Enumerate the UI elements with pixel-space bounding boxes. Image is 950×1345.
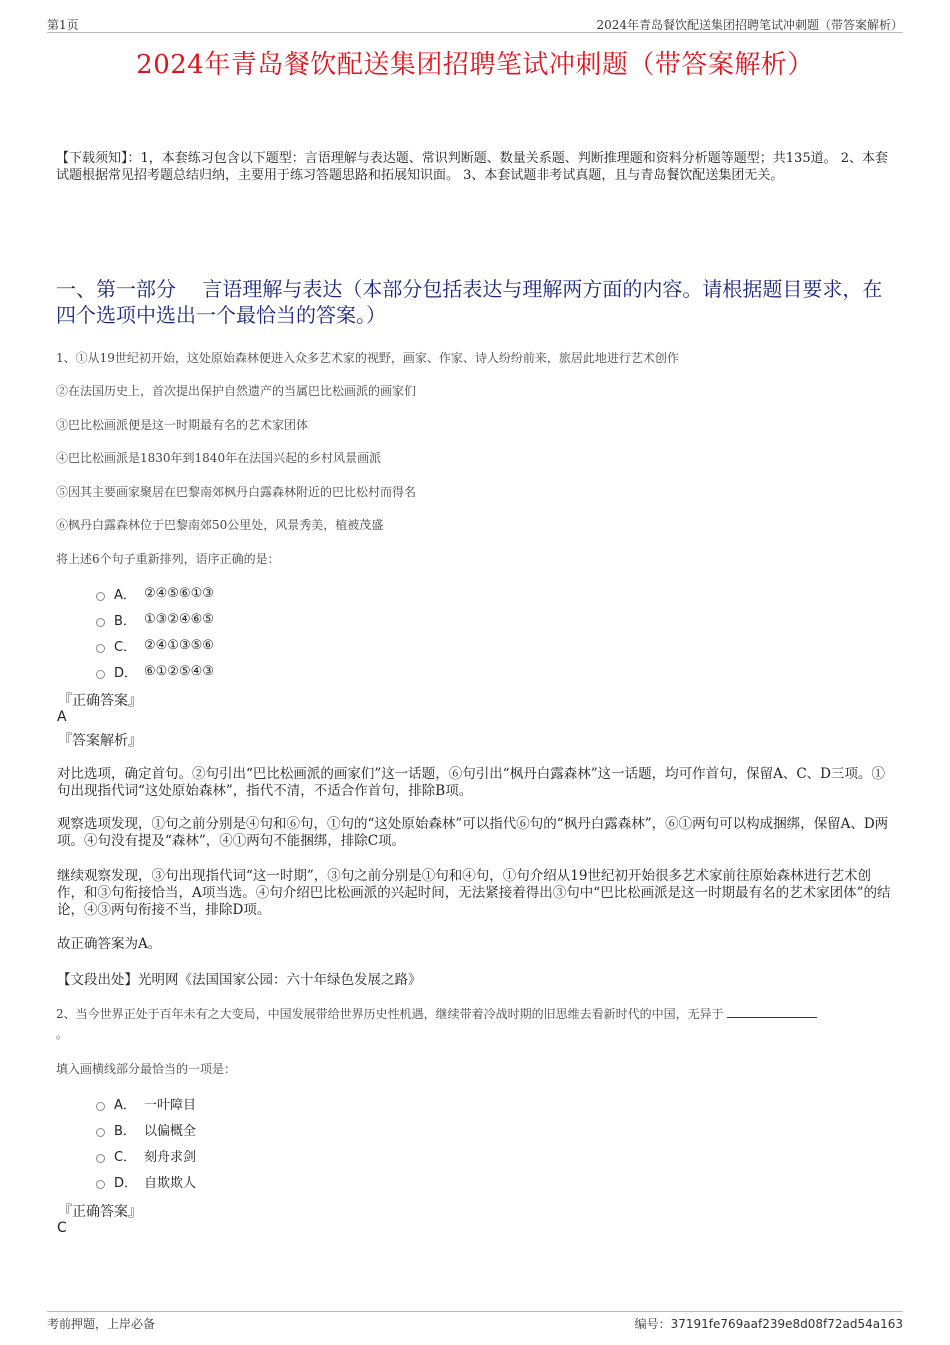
radio-icon[interactable]	[96, 618, 105, 627]
option-letter: C．	[114, 639, 137, 655]
radio-icon[interactable]	[96, 670, 105, 679]
q2-option-c[interactable]	[96, 1142, 196, 1168]
q1-option-a[interactable]	[96, 580, 214, 606]
q2-prompt: 填入画横线部分最恰当的一项是：	[56, 1062, 237, 1076]
option-text: 刻舟求剑	[144, 1149, 197, 1165]
q1-option-b[interactable]	[96, 606, 214, 632]
q2-answer: C	[57, 1220, 67, 1236]
q1-analysis-para-1: 对比选项，确定首句。②句引出“巴比松画派的画家们”这一话题，⑥句引出“枫丹白露森林”这一话题，均可作首句，保留A、C、D三项。①句出现指代词“这处原始森林”，指代不清，不适合作首句，排除B项。	[57, 766, 886, 799]
q2-stem-end: 。	[56, 1027, 69, 1041]
q1-prompt: 将上述6个句子重新排列，语序正确的是：	[56, 552, 280, 566]
radio-icon[interactable]	[96, 1102, 105, 1111]
q2-stem-text: 2、当今世界正处于百年未有之大变局，中国发展带给世界历史性机遇，继续带着冷战时期的旧思维去看新时代的中国，无异于	[56, 1007, 724, 1021]
page-footer	[47, 1311, 903, 1331]
q1-analysis-para-3: 继续观察发现，③句出现指代词“这一时期”，③句之前分别是①句和④句，①句介绍从19世纪初开始很多艺术家前往原始森林进行艺术创作，和③句衔接恰当，A项当选。④句介绍巴比松画派的兴起时间，无法紧接着得出③句中“巴比松画派是这一时期最有名的艺术家团体”的结论，④③两句衔接不当，排除D项。	[57, 868, 891, 918]
q1-line-5: ⑤因其主要画家聚居在巴黎南郊枫丹白露森林附近的巴比松村而得名	[56, 485, 417, 499]
option-letter: D．	[114, 1175, 138, 1191]
q1-conclusion: 故正确答案为A。	[57, 936, 162, 952]
footer-slogan: 考前押题，上岸必备	[47, 1317, 156, 1331]
q2-option-a[interactable]	[96, 1090, 196, 1116]
q1-option-d[interactable]	[96, 658, 214, 684]
q1-option-c[interactable]	[96, 632, 214, 658]
radio-icon[interactable]	[96, 1180, 105, 1189]
download-notice: 【下载须知】：1，本套练习包含以下题型：言语理解与表达题、常识判断题、数量关系题、判断推理题和资料分析题等题型；共135道。 2、本套试题根据常见招考题总结归纳，主要用于练习答题思路和拓展知识面。 3、本套试题非考试真题，且与青岛餐饮配送集团无关。	[56, 151, 888, 183]
q2-option-d[interactable]	[96, 1168, 196, 1194]
q2-option-b[interactable]	[96, 1116, 196, 1142]
q2-options	[96, 1090, 196, 1194]
radio-icon[interactable]	[96, 1128, 105, 1137]
code-value: 37191fe769aaf239e8d08f72ad54a163	[670, 1317, 903, 1331]
fill-blank	[727, 1016, 817, 1018]
page-header	[47, 14, 903, 33]
q1-answer: A	[57, 709, 67, 725]
q1-line-3: ③巴比松画派便是这一时期最有名的艺术家团体	[56, 418, 309, 432]
header-doc-title: 2024年青岛餐饮配送集团招聘笔试冲刺题（带答案解析）	[596, 18, 903, 32]
radio-icon[interactable]	[96, 592, 105, 601]
q1-options	[96, 580, 214, 684]
radio-icon[interactable]	[96, 644, 105, 653]
option-text: ⑥①②⑤④③	[144, 663, 214, 679]
option-letter: B．	[114, 613, 136, 629]
q1-answer-label: 『正确答案』	[58, 693, 142, 709]
section-heading: 一、第一部分 言语理解与表达（本部分包括表达与理解两方面的内容。请根据题目要求，在四个选项中选出一个最恰当的答案。）	[56, 277, 883, 327]
q1-line-4: ④巴比松画派是1830年到1840年在法国兴起的乡村风景画派	[56, 451, 382, 465]
option-letter: A．	[114, 587, 136, 603]
radio-icon[interactable]	[96, 1154, 105, 1163]
option-letter: B．	[114, 1123, 136, 1139]
q1-analysis-label: 『答案解析』	[58, 733, 142, 749]
option-letter: C．	[114, 1149, 137, 1165]
footer-code	[635, 1315, 903, 1332]
option-letter: A．	[114, 1097, 136, 1113]
option-text: 一叶障目	[144, 1097, 197, 1113]
q1-source: 【文段出处】光明网《法国国家公园：六十年绿色发展之路》	[57, 972, 422, 988]
page-number: 第1页	[47, 18, 79, 32]
q2-answer-label: 『正确答案』	[58, 1204, 142, 1220]
option-text: 自欺欺人	[144, 1175, 197, 1191]
code-label: 编号：	[634, 1317, 671, 1331]
option-text: ②④①③⑤⑥	[144, 637, 214, 653]
option-text: ①③②④⑥⑤	[144, 611, 214, 627]
q1-line-2: ②在法国历史上，首次提出保护自然遗产的当属巴比松画派的画家们	[56, 384, 417, 398]
option-letter: D．	[114, 665, 138, 681]
document-title: 2024年青岛餐饮配送集团招聘笔试冲刺题（带答案解析）	[136, 50, 814, 80]
q1-line-1: 1、①从19世纪初开始，这处原始森林便进入众多艺术家的视野，画家、作家、诗人纷纷前来，旅居此地进行艺术创作	[56, 351, 679, 365]
option-text: ②④⑤⑥①③	[144, 585, 214, 601]
q1-analysis-para-2: 观察选项发现，①句之前分别是④句和⑥句，①句的“这处原始森林”可以指代⑥句的“枫丹白露森林”，⑥①两句可以构成捆绑，保留A、D两项。④句没有提及“森林”，④①两句不能捆绑，排除C项。	[57, 816, 889, 849]
option-text: 以偏概全	[144, 1123, 197, 1139]
q1-line-6: ⑥枫丹白露森林位于巴黎南郊50公里处，风景秀美，植被茂盛	[56, 518, 384, 532]
q2-stem	[56, 1004, 906, 1044]
